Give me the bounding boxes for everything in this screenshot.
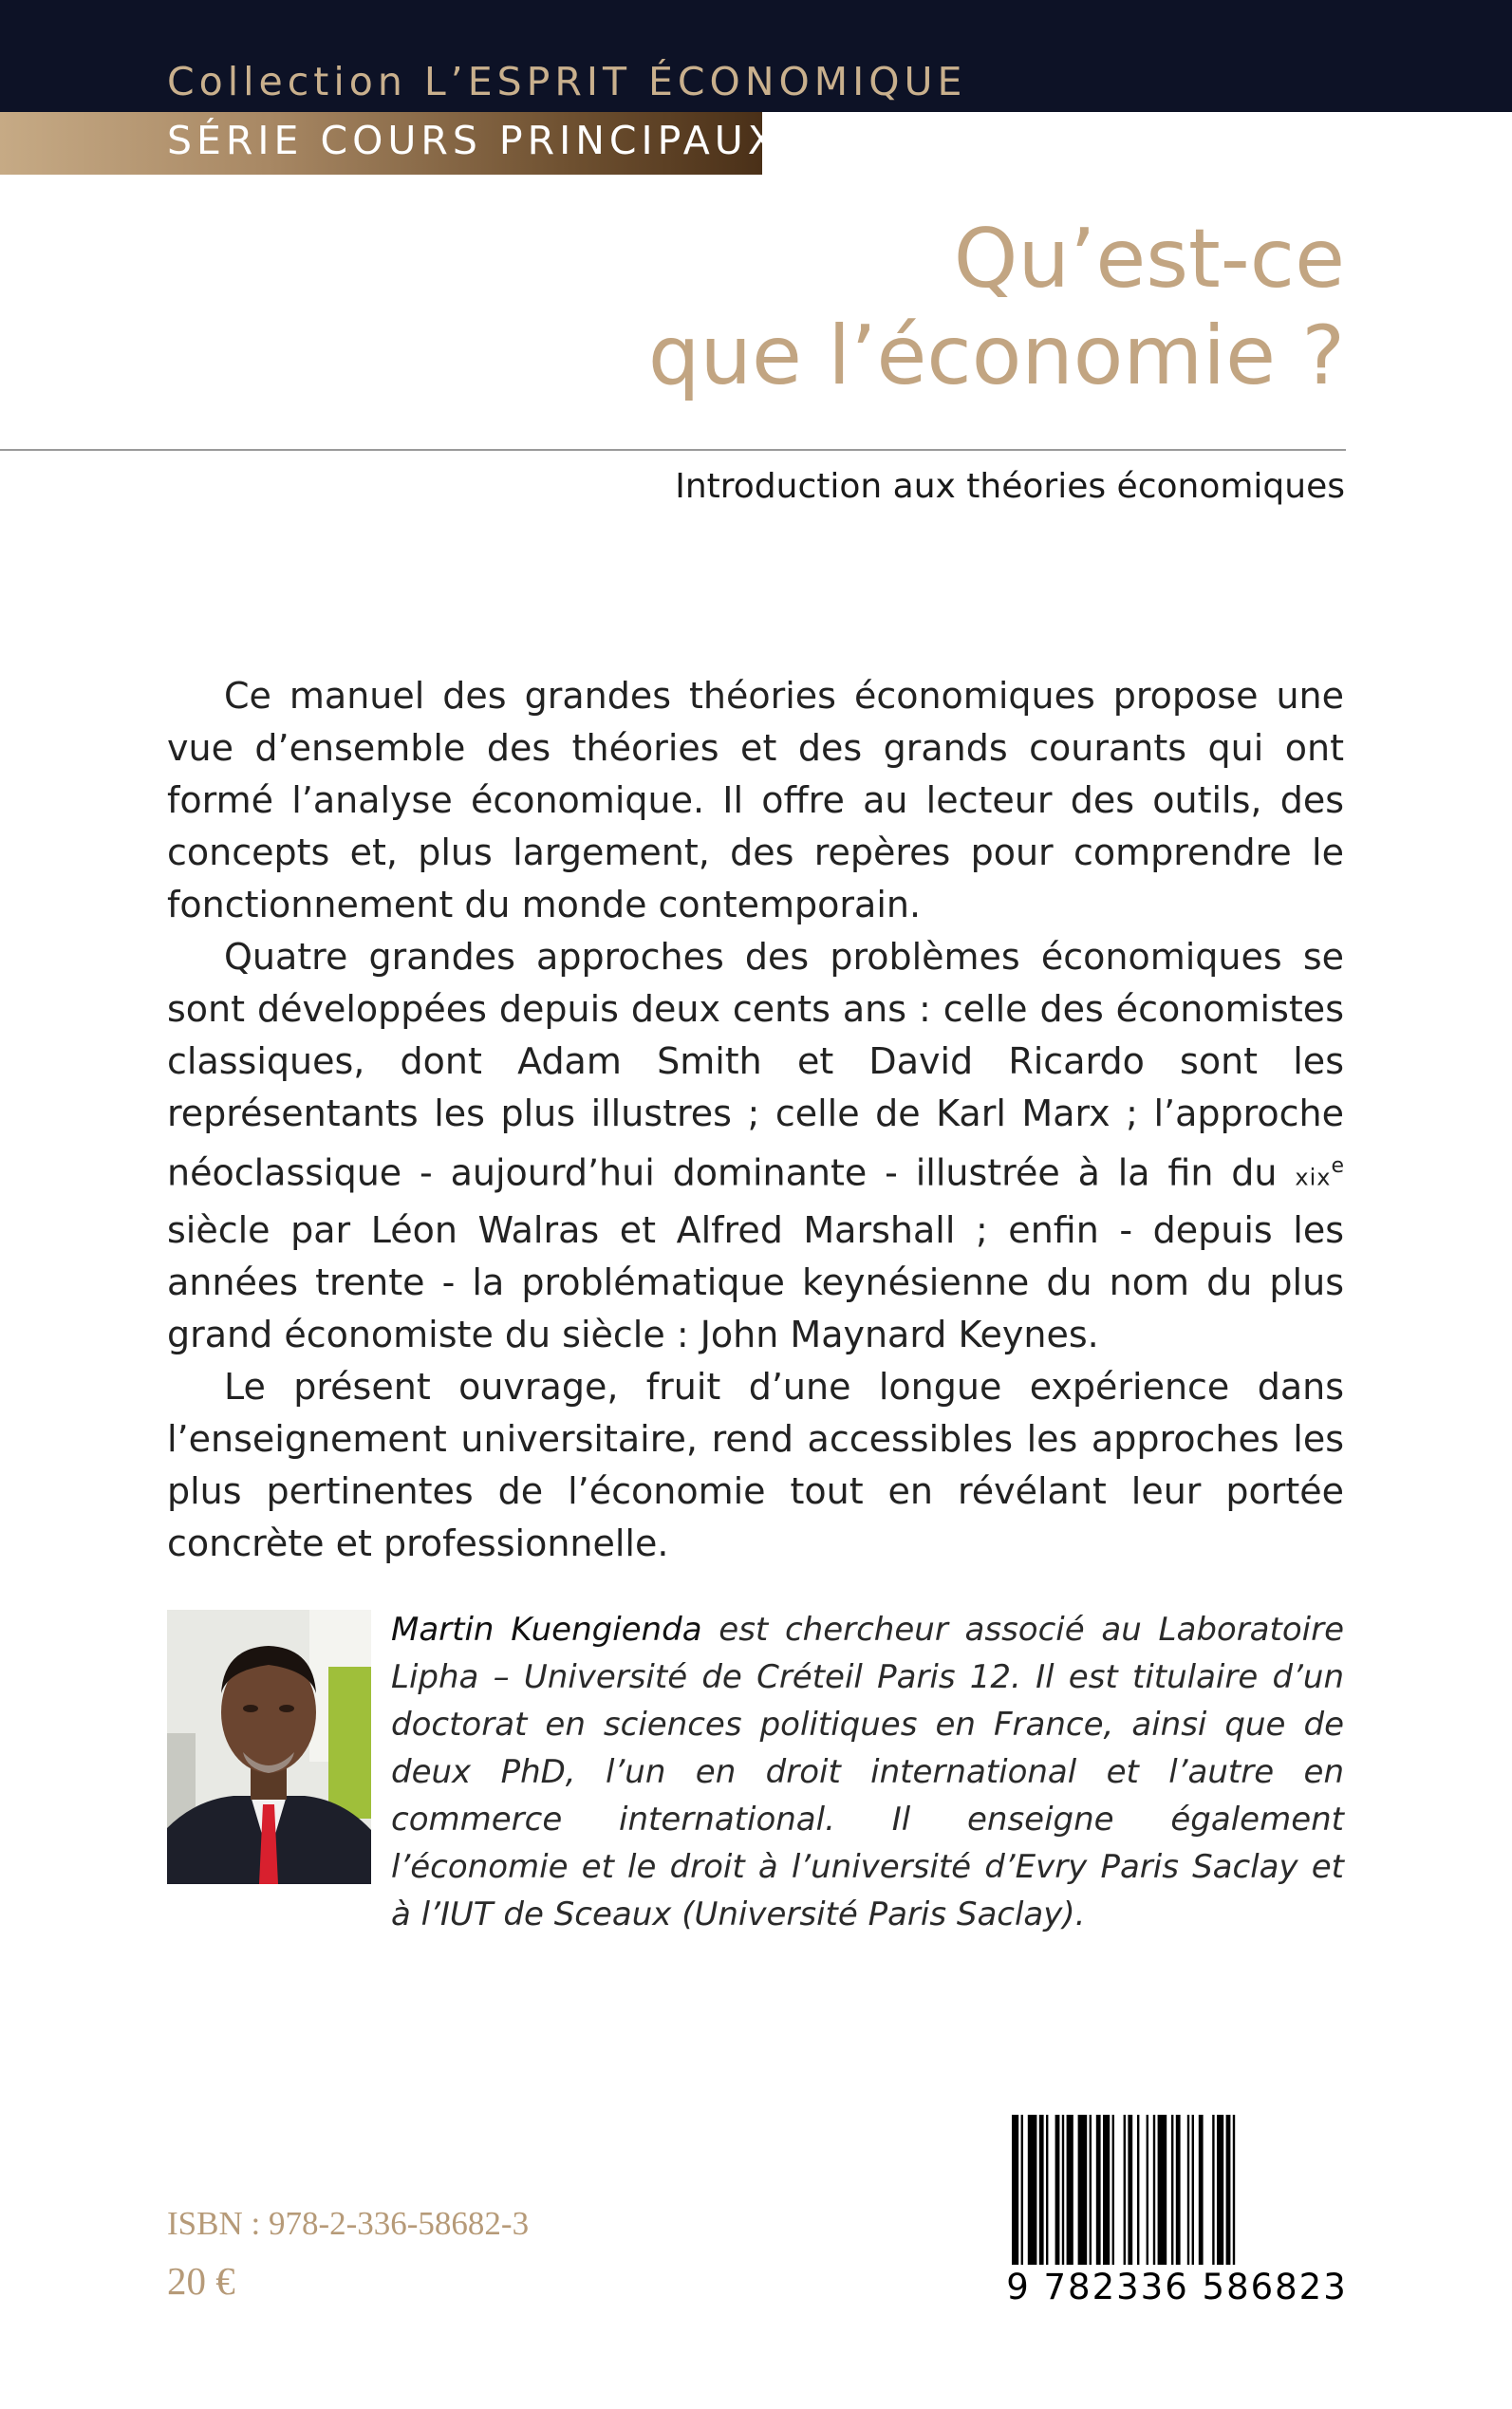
price: 20 € bbox=[167, 2259, 235, 2303]
barcode-bar bbox=[1233, 2115, 1235, 2265]
paragraph-2-part-1: Quatre grandes approches des problèmes économiques se sont développées depuis deux cents ans : celle des économistes classiques, dont Adam Smith et David Ricardo sont les représentants les plus illustres ; celle de Karl Marx ; l’approche néoclassique - aujourd’hui dominante - illustrée à la fin du bbox=[167, 936, 1344, 1194]
barcode-bar bbox=[1226, 2115, 1231, 2265]
barcode-bar bbox=[1124, 2115, 1126, 2265]
barcode-bar bbox=[1192, 2115, 1194, 2265]
century-numeral: xix bbox=[1295, 1164, 1332, 1191]
book-title bbox=[396, 211, 1345, 404]
barcode-bar bbox=[1212, 2115, 1214, 2265]
barcode-bar bbox=[1078, 2115, 1088, 2265]
author-name: Martin Kuengienda bbox=[391, 1611, 702, 1649]
collection-name: Collection L’ESPRIT ÉCONOMIQUE bbox=[167, 59, 967, 104]
barcode-bar bbox=[1055, 2115, 1060, 2265]
barcode-bar bbox=[1090, 2115, 1092, 2265]
book-title-line-2: que l’économie ? bbox=[647, 308, 1345, 403]
barcode-bar bbox=[1046, 2115, 1048, 2265]
barcode-bar bbox=[1128, 2115, 1132, 2265]
barcode-bar bbox=[1062, 2115, 1064, 2265]
barcode-bar bbox=[1012, 2115, 1018, 2265]
barcode-bar bbox=[1171, 2115, 1173, 2265]
barcode-bar bbox=[1112, 2115, 1114, 2265]
barcode-digits: 9 782336 586823 bbox=[1004, 2267, 1350, 2307]
barcode-bar bbox=[1199, 2115, 1204, 2265]
barcode-bar bbox=[1021, 2115, 1023, 2265]
paragraph-2-part-2: siècle par Léon Walras et Alfred Marshall ; enfin - depuis les années trente - la problématique keynésienne du nom du plus grand économiste du siècle : John Maynard Keynes. bbox=[167, 1208, 1344, 1355]
barcode-bar bbox=[1028, 2115, 1037, 2265]
barcode-bar bbox=[1176, 2115, 1181, 2265]
series-name: SÉRIE COURS PRINCIPAUX bbox=[167, 118, 779, 163]
barcode-bar bbox=[1103, 2115, 1110, 2265]
barcode-bar bbox=[1153, 2115, 1155, 2265]
barcode-bar bbox=[1147, 2115, 1148, 2265]
isbn: ISBN : 978-2-336-58682-3 bbox=[167, 2205, 530, 2242]
barcode-bar bbox=[1039, 2115, 1044, 2265]
author-bio-text: est chercheur associé au Laboratoire Lipha – Université de Créteil Paris 12. Il est titulaire d’un doctorat en sciences politiques en France, ainsi que de deux PhD, l’un en droit international et l’autre en commerce international. Il enseigne également l’économie et le droit à l’université d’Evry Paris Saclay et à l’IUT de Sceaux (Université Paris Saclay). bbox=[391, 1611, 1344, 1933]
barcode-bar bbox=[1096, 2115, 1101, 2265]
title-divider bbox=[0, 449, 1346, 451]
book-title-line-1: Qu’est-ce bbox=[953, 212, 1345, 307]
description-paragraph-3: Le présent ouvrage, fruit d’une longue expérience dans l’enseignement universitaire, rend accessibles les approches les plus pertinentes de l’économie tout en révélant leur portée concrète et professionnelle. bbox=[167, 1365, 1344, 1564]
description-paragraph-1: Ce manuel des grandes théories économiques propose une vue d’ensemble des théories et des grands courants qui ont formé l’analyse économique. Il offre au lecteur des outils, des concepts et, plus largement, des repères pour comprendre le fonctionnement du monde contemporain. bbox=[167, 675, 1344, 925]
author-bio bbox=[391, 1606, 1344, 1938]
description-paragraph-2 bbox=[167, 931, 1344, 1361]
book-subtitle: Introduction aux théories économiques bbox=[675, 467, 1345, 506]
author-photo bbox=[167, 1610, 371, 1884]
barcode-bar bbox=[1067, 2115, 1073, 2265]
barcode-bar bbox=[1158, 2115, 1167, 2265]
barcode-bar bbox=[1217, 2115, 1223, 2265]
barcode-bar bbox=[1187, 2115, 1189, 2265]
barcode-bar bbox=[1137, 2115, 1139, 2265]
book-description bbox=[167, 670, 1344, 1570]
century-superscript: e bbox=[1331, 1154, 1344, 1178]
